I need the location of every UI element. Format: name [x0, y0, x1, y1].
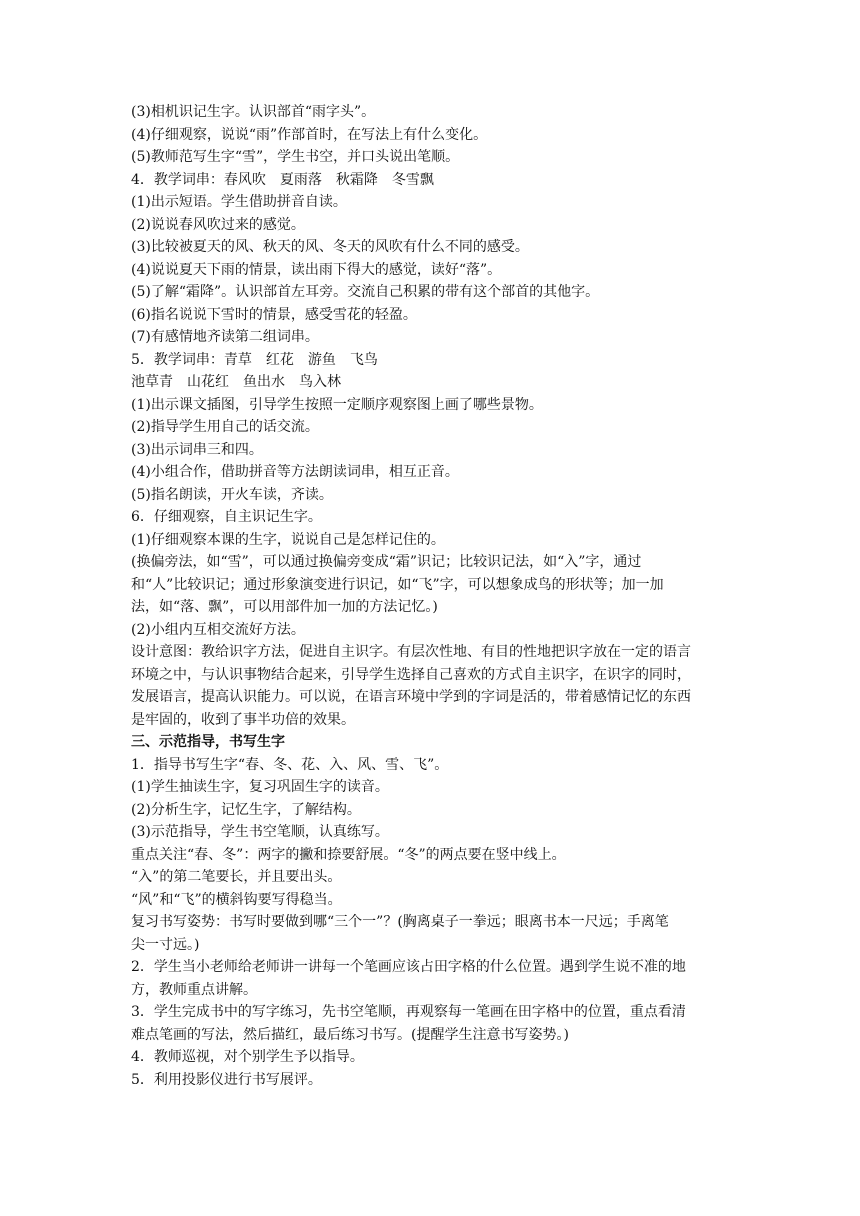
section-step-6: 6．仔细观察，自主识记生字。: [131, 509, 322, 525]
section-heading: 三、示范指导，书写生字: [131, 734, 285, 750]
text-line: (1)仔细观察本课的生字，说说自己是怎样记住的。: [131, 531, 445, 548]
text-line: 重点关注“春、冬”：两字的撇和捺要舒展。“冬”的两点要在竖中线上。: [131, 846, 566, 863]
text-line: (2)说说春风吹过来的感觉。: [131, 216, 305, 233]
text-line: (1)出示课文插图，引导学生按照一定顺序观察图上画了哪些景物。: [131, 396, 543, 413]
section-step-5b: 5．利用投影仪进行书写展评。: [131, 1071, 322, 1088]
document-body: [131, 101, 731, 1091]
text-line: (3)相机识记生字。认识部首“雨字头”。: [131, 104, 376, 120]
text-line: (4)小组合作，借助拼音等方法朗读词串，相互正音。: [131, 464, 459, 480]
text-line: 复习书写姿势：书写时要做到哪“三个一”？(胸离桌子一拳远；眼离书本一尺远；手离笔: [131, 914, 669, 930]
text-line: (3)示范指导，学生书空笔顺，认真练写。: [131, 824, 389, 840]
text-line: “入”的第二笔要长，并且要出头。: [131, 869, 342, 885]
text-line: (2)小组内互相交流好方法。: [131, 621, 305, 638]
text-line: (3)比较被夏天的风、秋天的风、冬天的风吹有什么不同的感受。: [131, 239, 529, 255]
design-intent-line: 环境之中，与认识事物结合起来，引导学生选择自己喜欢的方式自主识字，在识字的同时，: [131, 666, 691, 683]
text-line: (1)学生抽读生字，复习巩固生字的读音。: [131, 779, 389, 795]
section-step-3: 3．学生完成书中的写字练习，先书空笔顺，再观察每一笔画在田字格中的位置，重点看清: [131, 1004, 686, 1020]
text-line: (5)教师范写生字“雪”，学生书空，并口头说出笔顺。: [131, 149, 460, 165]
text-line: (2)分析生字，记忆生字，了解结构。: [131, 801, 361, 818]
text-line: 方，教师重点讲解。: [131, 981, 257, 998]
text-line: (4)仔细观察，说说“雨”作部首时，在写法上有什么变化。: [131, 126, 488, 143]
section-step-1: 1．指导书写生字“春、冬、花、入、风、雪、飞”。: [131, 756, 449, 773]
text-line: (5)了解“霜降”。认识部首左耳旁。交流自己积累的带有这个部首的其他字。: [131, 284, 600, 300]
text-line: (换偏旁法，如“雪”，可以通过换偏旁变成“霜”识记；比较识记法，如“入”字，通过: [131, 554, 642, 570]
text-line: (3)出示词串三和四。: [131, 441, 263, 458]
design-intent-line: 发展语言，提高认识能力。可以说，在语言环境中学到的字词是活的，带着感情记忆的东西: [131, 689, 691, 705]
text-line: “风”和“飞”的横斜钩要写得稳当。: [131, 891, 342, 908]
text-line: 和“人”比较识记；通过形象演变进行识记，如“飞”字，可以想象成鸟的形状等；加一加: [131, 576, 664, 593]
section-step-4b: 4．教师巡视，对个别学生予以指导。: [131, 1049, 364, 1065]
text-line: 尖一寸远。): [131, 936, 200, 953]
text-line: (5)指名朗读，开火车读，齐读。: [131, 486, 333, 503]
text-line: 法，如“落、飘”，可以用部件加一加的方法记忆。): [131, 599, 438, 615]
text-line: (4)说说夏天下雨的情景，读出雨下得大的感觉，读好“落”。: [131, 261, 502, 278]
text-line: (1)出示短语。学生借助拼音自读。: [131, 194, 347, 210]
section-step-5: 5．教学词串：青草 红花 游鱼 飞鸟: [131, 351, 378, 368]
text-line: (7)有感情地齐读第二组词串。: [131, 329, 319, 345]
text-line: 池草青 山花红 鱼出水 鸟入林: [131, 374, 341, 390]
design-intent-line: 是牢固的，收到了事半功倍的效果。: [131, 711, 355, 728]
design-intent-line: 设计意图：教给识字方法，促进自主识字。有层次性地、有目的性地把识字放在一定的语言: [131, 644, 691, 660]
text-line: 难点笔画的写法，然后描红，最后练习书写。(提醒学生注意书写姿势。): [131, 1026, 569, 1043]
text-line: (6)指名说说下雪时的情景，感受雪花的轻盈。: [131, 306, 417, 323]
section-step-2: 2．学生当小老师给老师讲一讲每一个笔画应该占田字格的什么位置。遇到学生说不准的地: [131, 959, 686, 975]
section-step-4: 4．教学词串：春风吹 夏雨落 秋霜降 冬雪飘: [131, 171, 434, 188]
text-line: (2)指导学生用自己的话交流。: [131, 419, 319, 435]
